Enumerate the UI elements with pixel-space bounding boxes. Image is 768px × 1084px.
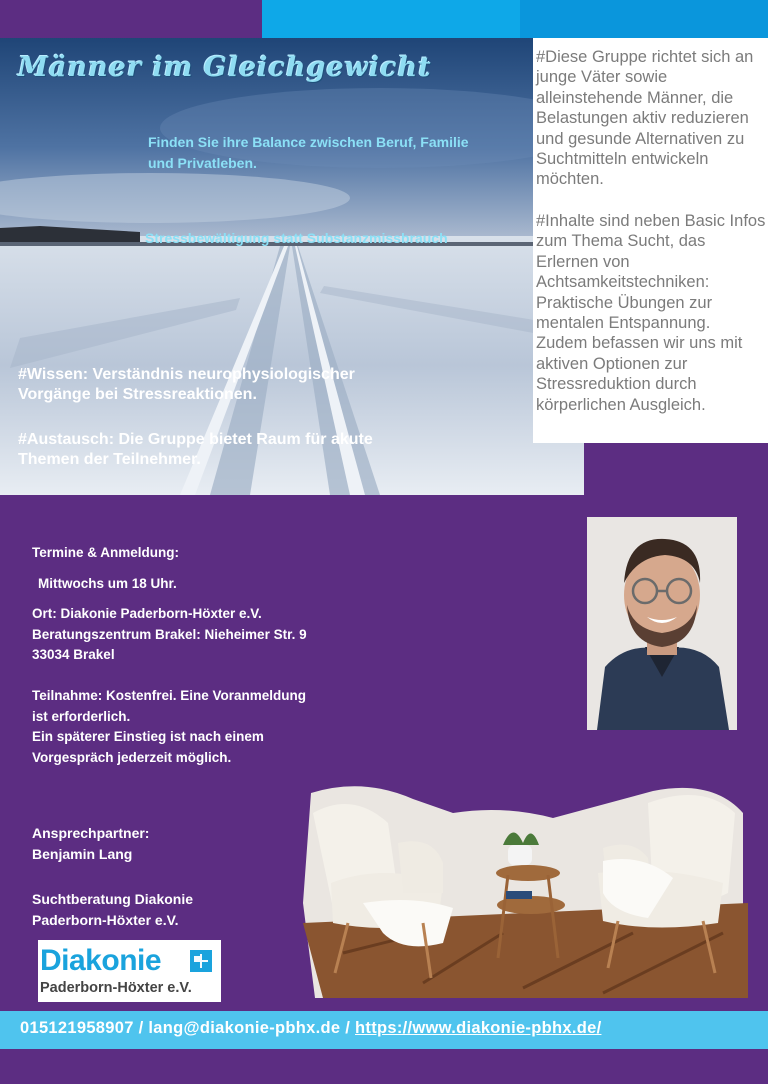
participation-line: ist erforderlich.: [32, 708, 131, 724]
motto: Stressbewältigung statt Substanzmissbrauch: [145, 230, 448, 246]
contents-text: #Inhalte sind neben Basic Infos zum Thema Sucht, das Erlernen von Achtsamkeitstechniken: Praktische Übungen zur mentalen Entspannung. Zudem befassen wir uns mit aktiven Optionen zur Stressreduktion durch körperlichen Ausgleich.: [536, 212, 766, 414]
counseling-room-image: [303, 783, 748, 998]
participation-line: Vorgespräch jederzeit möglich.: [32, 749, 232, 765]
schedule-time: Mittwochs um 18 Uhr.: [38, 576, 177, 591]
location-line: Beratungszentrum Brakel: Nieheimer Str. 9: [32, 626, 307, 642]
austausch-text: #Austausch: Die Gruppe bietet Raum für akute Themen der Teilnehmer.: [18, 431, 373, 468]
torn-paper-edge: [533, 425, 768, 455]
separator: /: [133, 1019, 149, 1037]
top-banner-blue-right: [520, 0, 768, 38]
diakonie-cross-icon: [190, 950, 212, 972]
email-link[interactable]: lang@diakonie-pbhx.de: [148, 1019, 341, 1037]
snow-landscape-image: [0, 38, 584, 495]
schedule-heading: Termine & Anmeldung:: [32, 545, 180, 560]
target-group-text: #Diese Gruppe richtet sich an junge Väter sowie alleinstehende Männer, die Belastungen aktiv reduzieren und gesunde Alternativen zu Suchtmitteln entwickeln möchten.: [536, 48, 754, 189]
separator: /: [340, 1019, 356, 1037]
location-line: 33034 Brakel: [32, 647, 115, 662]
diakonie-logo[interactable]: [38, 940, 221, 1002]
subtitle: Finden Sie ihre Balance zwischen Beruf, Familie und Privatleben.: [148, 134, 469, 171]
website-link[interactable]: https://www.diakonie-pbhx.de/: [355, 1019, 602, 1037]
phone-number[interactable]: 015121958907: [20, 1019, 134, 1037]
location-line: Ort: Diakonie Paderborn-Höxter e.V.: [32, 606, 262, 621]
info-panel: [533, 38, 768, 443]
contact-portrait-image: [587, 517, 737, 730]
footer-contact-line: [20, 1019, 601, 1038]
logo-wordmark: Diakonie: [40, 944, 162, 977]
participation-block: [32, 686, 412, 768]
participation-line: Ein späterer Einstieg ist nach einem: [32, 729, 264, 744]
wissen-text: #Wissen: Verständnis neurophysiologischer Vorgänge bei Stressreaktionen.: [18, 366, 355, 403]
page-title: Männer im Gleichgewicht: [18, 52, 432, 83]
contact-name: Benjamin Lang: [32, 846, 133, 862]
logo-subtitle: Paderborn-Höxter e.V.: [40, 980, 192, 996]
organization-line: Paderborn-Höxter e.V.: [32, 912, 179, 928]
location-block: [32, 604, 412, 666]
contact-label: Ansprechpartner:: [32, 825, 150, 841]
participation-line: Teilnahme: Kostenfrei. Eine Voranmeldung: [32, 688, 307, 703]
organization-line: Suchtberatung Diakonie: [32, 891, 194, 907]
